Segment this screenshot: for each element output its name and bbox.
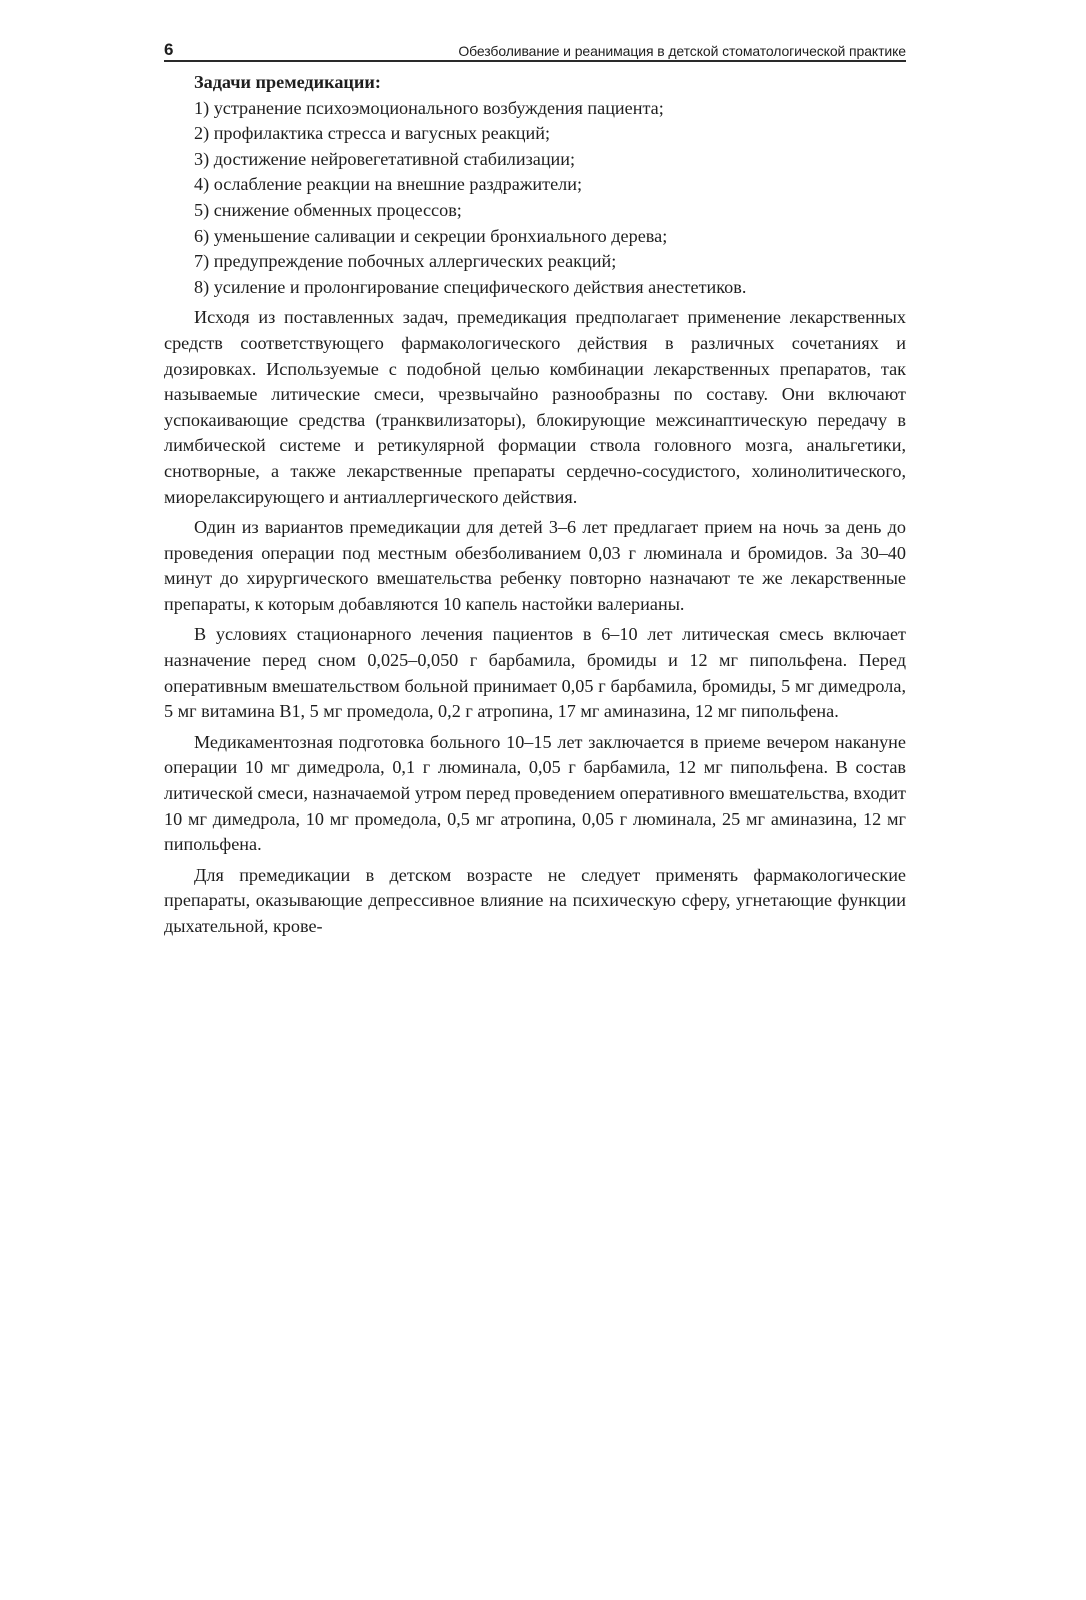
list-item: 4) ослабление реакции на внешние раздражители;: [194, 174, 583, 195]
running-header: [164, 32, 906, 62]
body-text: [164, 70, 906, 940]
list-item: 3) достижение нейровегетативной стабилизации;: [194, 148, 576, 169]
list-item: 6) уменьшение саливации и секреции бронхиального дерева;: [194, 225, 668, 246]
paragraph: Медикаментозная подготовка больного 10–15 лет заключается в приеме вечером накануне операции 10 мг димедрола, 0,1 г люминала, 0,05 г барбамила, 12 мг пипольфена. В состав литической смеси, назначаемой утром перед проведением оперативного вмешательства, входит 10 мг димедрола, 10 мг промедола, 0,5 мг атропина, 0,05 г люминала, 25 мг аминазина, 12 мг пипольфена.: [164, 731, 906, 855]
running-header-title: Обезболивание и реанимация в детской стоматологической практике: [458, 43, 906, 59]
page-number: 6: [164, 40, 174, 59]
paragraph: Исходя из поставленных задач, премедикация предполагает применение лекарственных средств соответствующего фармакологического действия в различных сочетаниях и дозировках. Используемые с подобной целью комбинации лекарственных препаратов, так называемые литические смеси, чрезвычайно разнообразны по составу. Они включают успокаивающие средства (транквилизаторы), блокирующие межсинаптическую передачу в лимбической системе и ретикулярной формации ствола головного мозга, анальгетики, снотворные, а также лекарственные препараты сердечно-сосудистого, холинолитического, миорелаксирующего и антиаллергического действия.: [164, 307, 906, 507]
list-item: 8) усиление и пролонгирование специфического действия анестетиков.: [194, 276, 747, 297]
paragraph: Один из вариантов премедикации для детей 3–6 лет предлагает прием на ночь за день до проведения операции под местным обезболиванием 0,03 г люминала и бромидов. За 30–40 минут до хирургического вмешательства ребенку повторно назначают те же лекарственные препараты, к которым добавляются 10 капель настойки валерианы.: [164, 517, 906, 614]
list-item: 5) снижение обменных процессов;: [194, 199, 462, 220]
paragraph: Для премедикации в детском возрасте не следует применять фармакологические препараты, оказывающие депрессивное влияние на психическую сферу, угнетающие функции дыхательной, крове-: [164, 864, 906, 936]
section-heading: Задачи премедикации:: [194, 72, 381, 92]
paragraph: В условиях стационарного лечения пациентов в 6–10 лет литическая смесь включает назначение перед сном 0,025–0,050 г барбамила, бромиды и 12 мг пипольфена. Перед оперативным вмешательством больной принимает 0,05 г барбамила, бромиды, 5 мг димедрола, 5 мг витамина B1, 5 мг промедола, 0,2 г атропина, 17 мг аминазина, 12 мг пипольфена.: [164, 624, 906, 722]
premedication-tasks-list: [164, 96, 906, 301]
list-item: 2) профилактика стресса и вагусных реакций;: [194, 123, 551, 144]
list-item: 7) предупреждение побочных аллергических реакций;: [194, 251, 617, 272]
list-item: 1) устранение психоэмоционального возбуждения пациента;: [194, 97, 664, 118]
book-page: [164, 32, 906, 940]
